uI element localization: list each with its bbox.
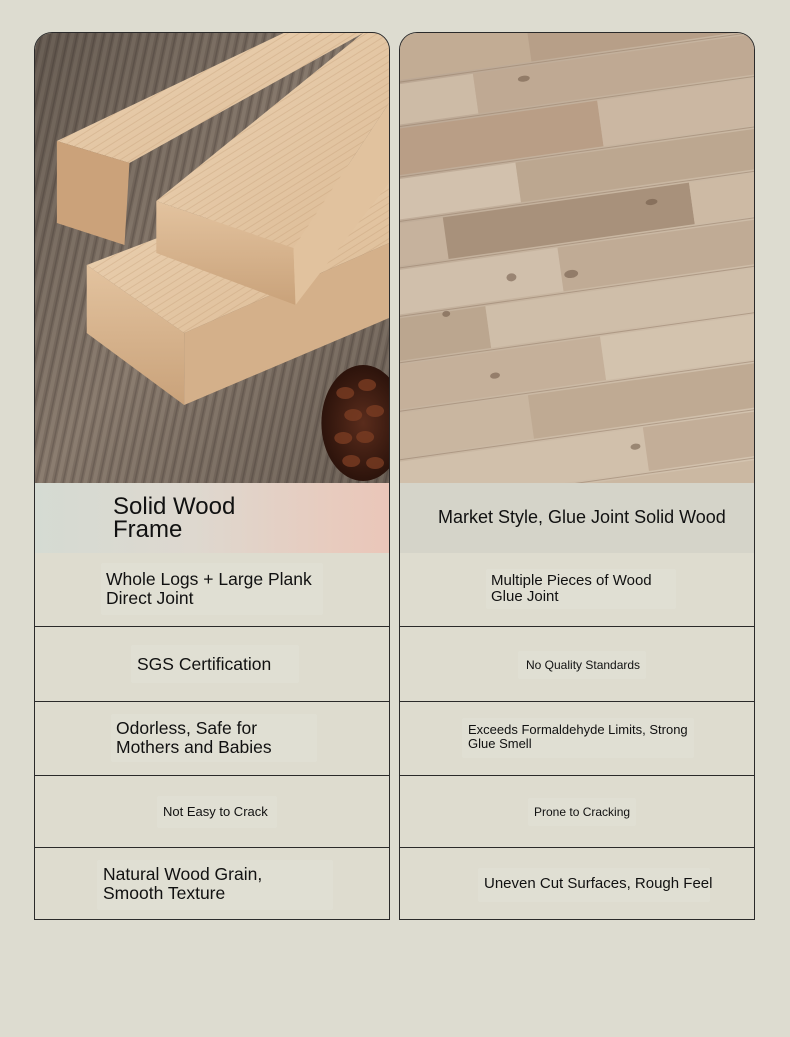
feature-row-joint xyxy=(400,553,754,626)
glue-joint-title: Market Style, Glue Joint Solid Wood xyxy=(438,507,726,527)
feature-row-certification xyxy=(35,626,389,701)
feature-row-certification xyxy=(400,626,754,701)
feature-row-texture xyxy=(35,847,389,920)
solid-wood-column xyxy=(34,32,390,920)
feature-text: Multiple Pieces of Wood Glue Joint xyxy=(491,572,652,605)
wood-beams-image xyxy=(35,33,389,483)
feature-text: No Quality Standards xyxy=(526,658,641,672)
feature-text: Odorless, Safe for Mothers and Babies xyxy=(116,718,272,757)
finger-joint-board-image xyxy=(400,33,754,483)
feature-row-cracking xyxy=(400,775,754,847)
feature-row-joint xyxy=(35,553,389,626)
feature-row-safety xyxy=(400,701,754,775)
feature-text: Exceeds Formaldehyde Limits, Strong Glue Smell xyxy=(468,722,688,751)
solid-wood-beams-photo xyxy=(35,33,389,483)
feature-row-texture xyxy=(400,847,754,920)
glue-joint-header xyxy=(400,483,754,553)
feature-text: Whole Logs + Large Plank Direct Joint xyxy=(106,569,312,608)
solid-wood-header xyxy=(35,483,389,553)
solid-wood-title: Solid Wood Frame xyxy=(113,493,236,543)
feature-text: SGS Certification xyxy=(137,654,272,674)
glue-joint-wood-photo xyxy=(400,33,754,483)
feature-text: Natural Wood Grain, Smooth Texture xyxy=(103,864,263,903)
glue-joint-column xyxy=(399,32,755,920)
feature-text: Uneven Cut Surfaces, Rough Feel xyxy=(484,875,713,892)
feature-row-safety xyxy=(35,701,389,775)
feature-row-cracking xyxy=(35,775,389,847)
feature-text: Prone to Cracking xyxy=(534,805,631,819)
feature-text: Not Easy to Crack xyxy=(163,804,268,819)
